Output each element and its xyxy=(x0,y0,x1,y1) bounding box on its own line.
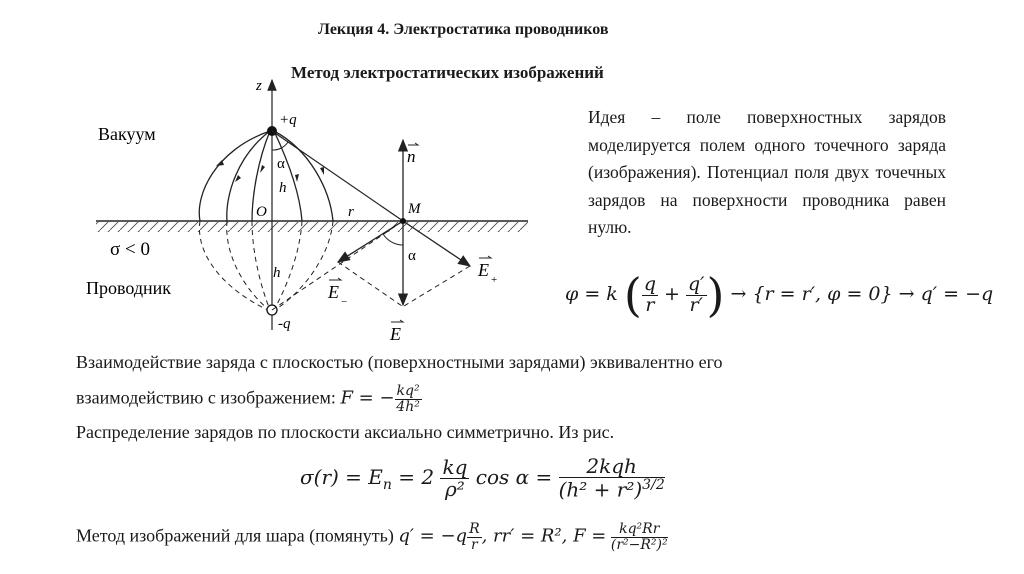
conductor-hatch xyxy=(96,222,528,232)
q-over-r: $\frac{q}{r}$ xyxy=(643,272,656,316)
alpha-label-top: α xyxy=(277,156,285,172)
sigma-label: σ < 0 xyxy=(110,239,150,260)
h-label-bottom: h xyxy=(273,265,281,281)
field-lines-image xyxy=(199,221,333,310)
vacuum-label: Вакуум xyxy=(98,124,156,144)
e-vector-arrow-icon xyxy=(391,320,403,322)
conductor-label: Проводник xyxy=(86,278,172,298)
potential-formula: φ = k ( $\frac{q}{r}$ + $\frac{q'}{r'}$ ) → {r = r′, φ = 0} → q′ = −q xyxy=(565,268,994,322)
e-plus-arrow-icon xyxy=(479,256,491,258)
origin-label: O xyxy=(256,204,267,220)
point-m xyxy=(400,218,406,224)
e-plus-label: E xyxy=(478,260,489,280)
lecture-header: Лекция 4. Электростатика проводников xyxy=(318,21,609,38)
condition: {r = r′, φ = 0} xyxy=(752,283,893,305)
sigma-formula: $\sigma(r) = E_n = 2$ $\frac{kq}{\text{ρ²}}$ cos α = $\frac{\text{2kqh}}{(h^2 + r^2)^{3/2}}$ xyxy=(300,454,665,502)
interaction-line-1: Взаимодействие заряда с плоскостью (поверхностными зарядами) эквивалентно его xyxy=(76,352,723,372)
e-minus-subscript: − xyxy=(341,296,348,308)
r-label: r xyxy=(348,204,354,220)
page-title: Метод электростатических изображений xyxy=(291,63,604,82)
interaction-line-2: взаимодействию с изображением: F = − $\frac{\text{kq²}}{\text{4h²}}$ xyxy=(76,383,420,415)
z-label: z xyxy=(256,78,262,94)
h-label-top: h xyxy=(279,180,287,196)
parallelogram-side-1 xyxy=(404,266,470,306)
e-plus-subscript: + xyxy=(491,274,498,286)
alpha-label-m: α xyxy=(408,248,416,264)
minus-q-label: -q xyxy=(278,316,291,332)
e-minus-label: E xyxy=(328,282,339,302)
qp-over-rp: $\frac{q'}{r'}$ xyxy=(688,272,705,316)
alpha-arc-m xyxy=(383,234,403,245)
e-label: E xyxy=(390,324,401,344)
m-label: M xyxy=(408,201,421,217)
n-label: n xyxy=(407,147,416,166)
plus-q-label: +q xyxy=(279,112,297,128)
electrostatic-image-figure xyxy=(80,72,560,352)
sphere-method-line: Метод изображений для шара (помянуть) q′ = −q $\frac{R}{r}$ , rr′ = R², F = $\frac{\text{kq²Rr}}{\text{(r²−R²)²}}$ xyxy=(76,521,668,553)
image-charge-result: q′ = −q xyxy=(920,283,994,305)
idea-paragraph: Идея – поле поверхностных зарядов моделируется полем одного точечного заряда (изображения). Потенциал поля двух точечных зарядов на поверхности проводника равен нулю. xyxy=(588,107,946,237)
e-minus-arrow-icon xyxy=(329,278,341,280)
parallelogram-side-2 xyxy=(338,262,402,306)
n-vector-arrow-icon xyxy=(408,143,418,145)
potential-lhs: φ = k xyxy=(565,283,618,305)
force-fraction: $\frac{\text{kq²}}{\text{4h²}}$ xyxy=(396,383,420,415)
distribution-line: Распределение зарядов по плоскости аксиально симметрично. Из рис. xyxy=(76,422,615,442)
field-line-arrows xyxy=(216,160,324,182)
